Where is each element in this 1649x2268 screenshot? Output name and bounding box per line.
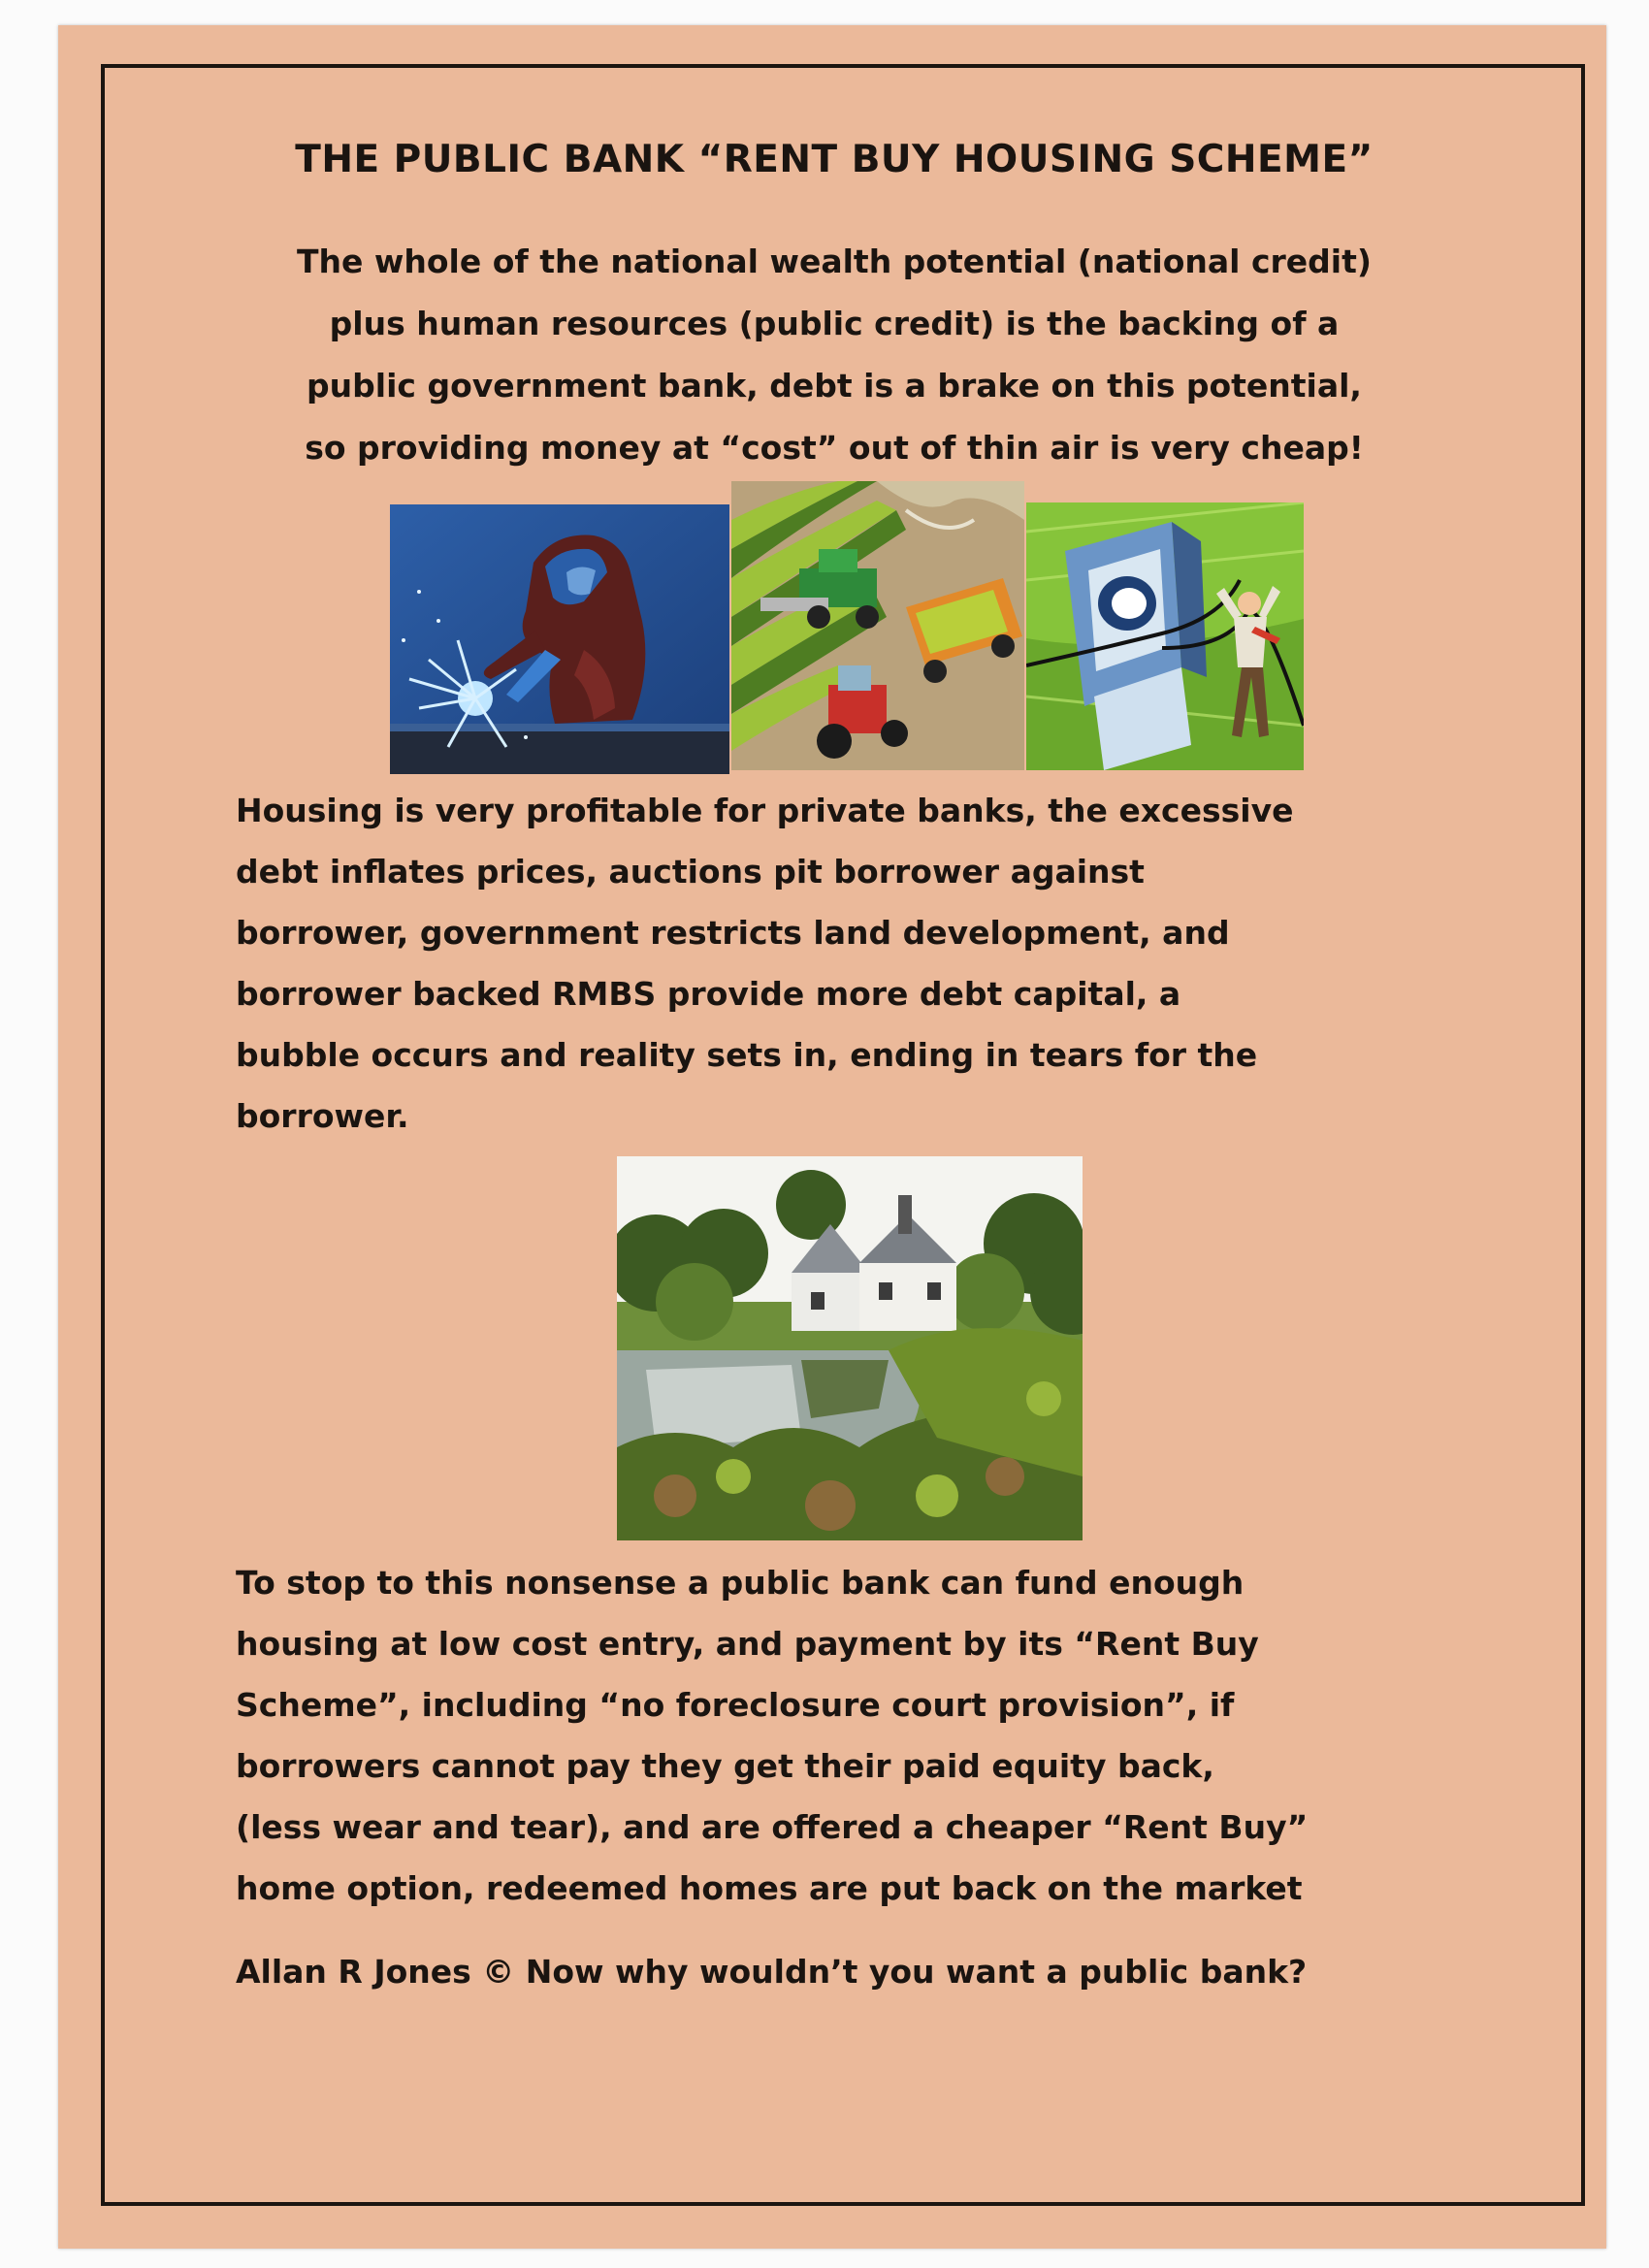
housing-line: debt inflates prices, auctions pit borrower against [236, 853, 1145, 891]
farm-harvest-illustration [731, 481, 1024, 770]
scheme-line: borrowers cannot pay they get their paid equity back, [236, 1747, 1214, 1785]
intro-line: so providing money at “cost” out of thin air is very cheap! [305, 429, 1364, 467]
intro-line: The whole of the national wealth potential (national credit) [297, 243, 1372, 280]
author-signoff: Allan R Jones © Now why wouldn’t you want a public bank? [236, 1953, 1308, 1991]
computer-worker-illustration [1026, 502, 1304, 770]
rent-buy-scheme-paragraph [236, 1552, 1526, 1919]
scheme-line: To stop to this nonsense a public bank can fund enough [236, 1564, 1245, 1602]
housing-line: borrower, government restricts land development, and [236, 914, 1230, 952]
cottage-river-illustration [617, 1156, 1083, 1540]
welder-illustration [390, 504, 729, 774]
scheme-line: home option, redeemed homes are put back on the market [236, 1869, 1303, 1907]
housing-line: bubble occurs and reality sets in, ending in tears for the [236, 1036, 1258, 1074]
housing-line: borrower. [236, 1097, 409, 1135]
scheme-line: (less wear and tear), and are offered a cheaper “Rent Buy” [236, 1808, 1309, 1846]
intro-paragraph [184, 231, 1484, 479]
intro-line: plus human resources (public credit) is the backing of a [329, 305, 1340, 342]
scheme-line: Scheme”, including “no foreclosure court provision”, if [236, 1686, 1235, 1724]
intro-line: public government bank, debt is a brake on this potential, [307, 367, 1362, 405]
housing-line: Housing is very profitable for private banks, the excessive [236, 792, 1294, 829]
poster-title: THE PUBLIC BANK “RENT BUY HOUSING SCHEME” [295, 138, 1374, 181]
housing-paragraph [236, 780, 1526, 1147]
scheme-line: housing at low cost entry, and payment by its “Rent Buy [236, 1625, 1259, 1663]
housing-line: borrower backed RMBS provide more debt capital, a [236, 975, 1181, 1013]
